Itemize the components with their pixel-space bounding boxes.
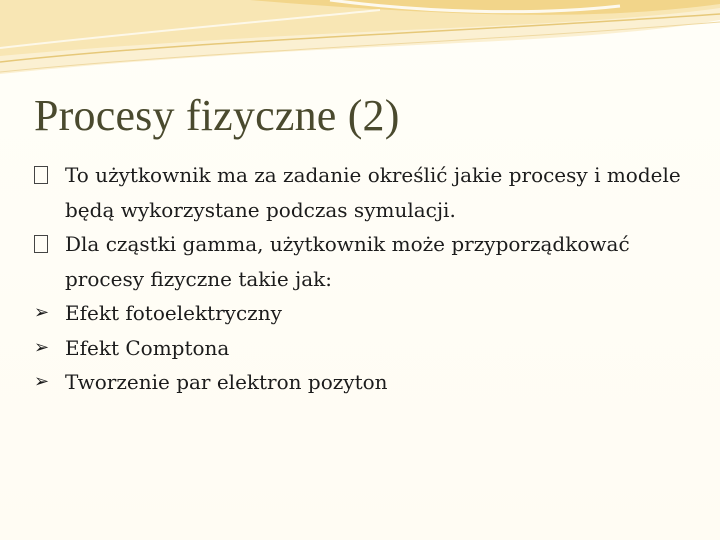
bullet-item	[34, 227, 694, 296]
bullet-item	[34, 158, 694, 227]
slide-title: Procesy fizyczne (2)	[34, 91, 400, 140]
header-wave-decoration	[0, 0, 720, 90]
bullet-text: To użytkownik ma za zadanie określić jakie procesy i modele będą wykorzystane podczas symulacji.	[65, 163, 681, 222]
bullet-item	[34, 331, 694, 366]
box-bullet-icon	[34, 158, 62, 195]
bullet-text: Dla cząstki gamma, użytkownik może przyporządkować procesy fizyczne takie jak:	[65, 232, 630, 291]
bullet-text: Tworzenie par elektron pozyton	[65, 370, 388, 394]
arrow-bullet-icon: ➢	[34, 336, 50, 358]
bullet-list	[34, 158, 694, 400]
bullet-item	[34, 296, 694, 331]
arrow-bullet-icon: ➢	[34, 302, 50, 323]
bullet-item	[34, 365, 694, 400]
arrow-bullet-icon: ➢	[34, 371, 50, 392]
bullet-text: Efekt Comptona	[65, 335, 230, 360]
box-bullet-icon	[34, 227, 62, 264]
bullet-text: Efekt fotoelektryczny	[65, 301, 282, 325]
